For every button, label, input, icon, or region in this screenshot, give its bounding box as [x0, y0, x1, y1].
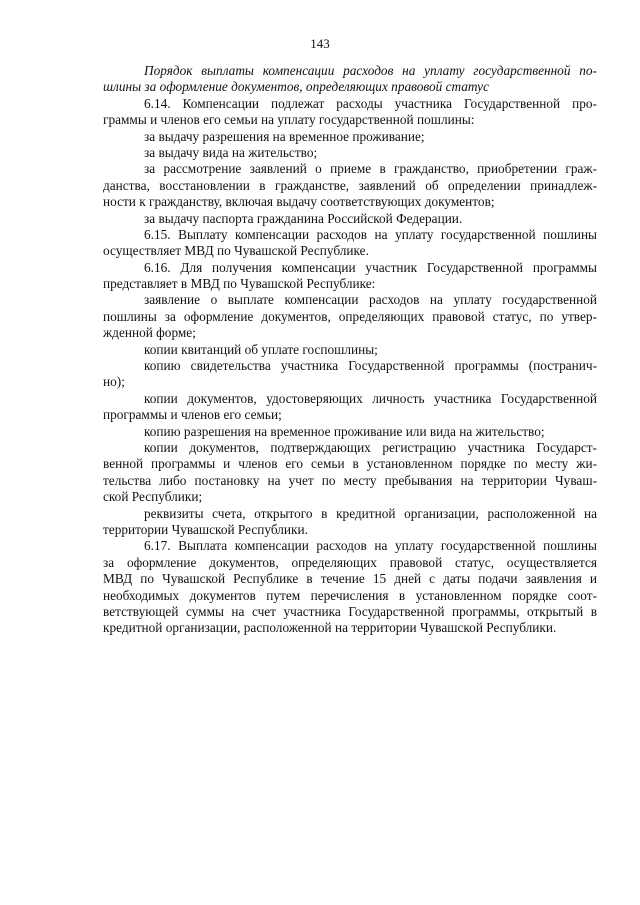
text-line: копию разрешения на временное проживание или вида на жительство;: [144, 423, 545, 439]
text-line: необходимых документов путем перечисления в установленном порядке соот-: [103, 587, 597, 603]
page-number: 143: [310, 36, 330, 51]
text-line: заявление о выплате компенсации расходов на уплату государственной: [144, 292, 597, 308]
text-line: кредитной организации, расположенной на территории Чувашской Республики.: [103, 620, 557, 636]
paragraph: [103, 145, 597, 161]
text-line: территории Чувашской Республики.: [103, 521, 308, 537]
text-line: ветствующей суммы на счет участника Государственной программы, открытый в: [103, 603, 597, 619]
text-line: копию свидетельства участника Государственной программы (постранич-: [144, 358, 597, 374]
paragraph: [103, 161, 597, 210]
text-line: копии документов, подтверждающих регистрацию участника Государст-: [144, 439, 597, 455]
text-line: тельства либо постановку на учет по месту пребывания на территории Чуваш-: [103, 472, 597, 488]
paragraph: [103, 538, 597, 636]
text-line: копии квитанций об уплате госпошлины;: [144, 341, 378, 357]
text-line: граммы и членов его семьи на уплату государственной пошлины:: [103, 112, 475, 128]
paragraph: [103, 391, 597, 424]
text-line: представляет в МВД по Чувашской Республике:: [103, 276, 376, 292]
paragraph: [103, 424, 597, 440]
text-line: данства, восстановлении в гражданстве, заявлений об определении принадлеж-: [103, 177, 597, 193]
text-line: за выдачу вида на жительство;: [144, 144, 318, 160]
paragraph: [103, 129, 597, 145]
text-line: осуществляет МВД по Чувашской Республике.: [103, 243, 369, 259]
text-line: за выдачу разрешения на временное проживание;: [144, 128, 425, 144]
text-line: ности к гражданству, включая выдачу соответствующих документов;: [103, 194, 495, 210]
paragraph: [103, 440, 597, 506]
paragraph: [103, 96, 597, 129]
paragraph: [103, 292, 597, 341]
text-line: 6.15. Выплату компенсации расходов на уплату государственной пошлины: [144, 226, 597, 242]
paragraph: [103, 227, 597, 260]
section-heading: [103, 63, 597, 96]
text-line: шлины за оформление документов, определяющих правовой статус: [103, 79, 489, 95]
text-line: за выдачу паспорта гражданина Российской Федерации.: [144, 210, 463, 226]
paragraph: [103, 506, 597, 539]
text-line: МВД по Чувашской Республике в течение 15 дней с даты подачи заявления и: [103, 571, 597, 587]
paragraph: [103, 342, 597, 358]
text-line: венной программы и членов его семьи в установленном порядке по месту жи-: [103, 456, 597, 472]
text-line: 6.16. Для получения компенсации участник Государственной программы: [144, 259, 597, 275]
text-line: Порядок выплаты компенсации расходов на уплату государственной по-: [144, 63, 597, 78]
text-line: программы и членов его семьи;: [103, 407, 282, 423]
text-line: 6.14. Компенсации подлежат расходы участника Государственной про-: [144, 95, 597, 111]
paragraph: [103, 260, 597, 293]
text-line: реквизиты счета, открытого в кредитной организации, расположенной на: [144, 505, 597, 521]
text-line: жденной форме;: [103, 325, 196, 341]
text-line: 6.17. Выплата компенсации расходов на уплату государственной пошлины: [144, 538, 597, 554]
text-line: за оформление документов, определяющих правовой статус, осуществляется: [103, 554, 597, 570]
text-line: ской Республики;: [103, 489, 203, 505]
text-line: за рассмотрение заявлений о приеме в гражданство, приобретении граж-: [144, 161, 597, 177]
paragraph: [103, 358, 597, 391]
text-line: пошлины за оформление документов, определяющих правовой статус, по утвер-: [103, 308, 597, 324]
document-body: [103, 63, 597, 637]
text-line: копии документов, удостоверяющих личность участника Государственной: [144, 390, 597, 406]
text-line: но);: [103, 374, 125, 390]
paragraph: [103, 211, 597, 227]
